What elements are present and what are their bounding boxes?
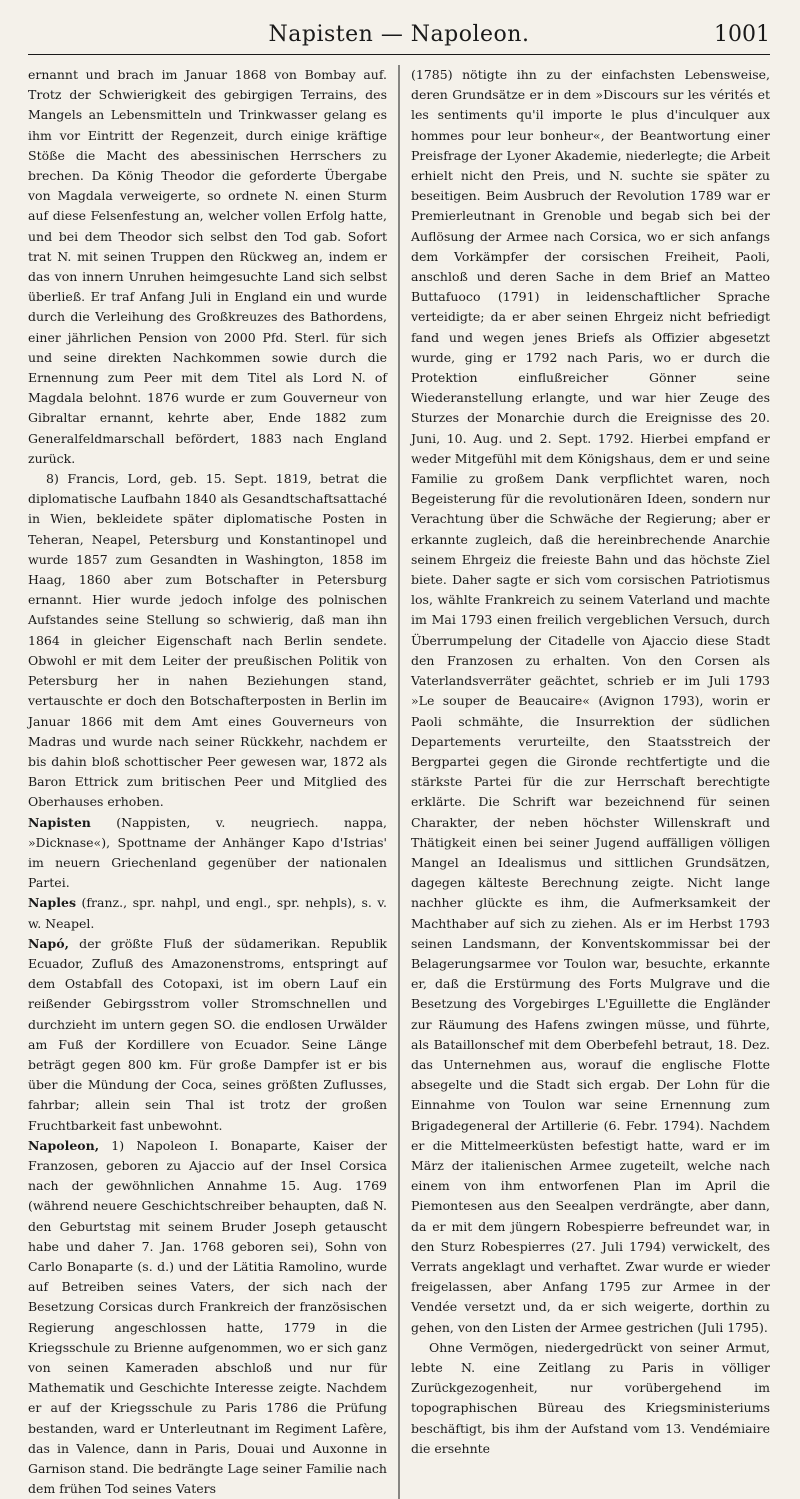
page-number: 1001: [714, 22, 770, 47]
headword: Napisten: [28, 814, 91, 830]
headword: Napoleon,: [28, 1137, 100, 1153]
page-header: [28, 16, 770, 55]
paragraph: (1785) nötigte ihn zu der einfachsten Lebensweise, deren Grundsätze er in dem »Discours sur les vérités et les sentiments qu'il importe le plus d'inculquer aux hommes pour leur bonheur«, der Beantwortung einer Preisfrage der Lyoner Akademie, niederlegte; die Arbeit erhielt nicht den Preis, und N. suchte sie später zu beseitigen. Beim Ausbruch der Revolution 1789 war er Premierleutnant in Grenoble und begab sich bei der Auflösung der Armee nach Corsica, wo er sich anfangs dem Vorkämpfer der corsischen Freiheit, Paoli, anschloß und deren Sache in dem Brief an Matteo Buttafuoco (1791) in leidenschaftlicher Sprache verteidigte; da er aber seinen Ehrgeiz nicht befriedigt fand und wegen jenes Briefs als Offizier abgesetzt wurde, ging er 1792 nach Paris, wo er durch die Protektion einflußreicher Gönner seine Wiederanstellung erlangte, und war hier Zeuge des Sturzes der Monarchie durch die Ereignisse des 20. Juni, 10. Aug. und 2. Sept. 1792. Hierbei empfand er weder Mitgefühl mit dem Königshaus, dem er und seine Familie zu großem Dank verpflichtet waren, noch Begeisterung für die revolutionären Ideen, sondern nur Verachtung über die Schwäche der Regierung; aber er erkannte zugleich, daß die hereinbrechende Anarchie seinem Ehrgeiz die freieste Bahn und das höchste Ziel biete. Daher sagte er sich vom corsischen Patriotismus los, wählte Frankreich zu seinem Vaterland und machte im Mai 1793 einen freilich vergeblichen Versuch, durch Überrumpelung der Citadelle von Ajaccio diese Stadt den Franzosen zu erhalten. Von den Corsen als Vaterlandsverräter geächtet, schrieb er im Juli 1793 »Le souper de Beaucaire« (Avignon 1793), worin er Paoli schmähte, die Insurrektion der südlichen Departements verurteilte, den Staatsstreich der Bergpartei gegen die Gironde rechtfertigte und die stärkste Partei für die zur Herrschaft berechtigte erklärte. Die Schrift war bezeichnend für seinen Charakter, der neben höchster Willenskraft und Thätigkeit einen bei seiner Jugend auffälligen völligen Mangel an Idealismus und sittlichen Grundsätzen, dagegen kälteste Berechnung zeigte. Nicht lange nachher glückte es ihm, die Aufmerksamkeit der Machthaber auf sich zu ziehen. Als er im Herbst 1793 seinen Landsmann, der Konventskommissar bei der Belagerungsarmee vor Toulon war, besuchte, erkannte er, daß die Erstürmung des Forts Mulgrave und die Besetzung des Vorgebirges L'Eguillette die Engländer zur Räumung des Hafens zwingen müsse, und führte, als Bataillonschef mit dem Oberbefehl betraut, 18. Dez. das Unternehmen aus, worauf die englische Flotte absegelte und die Stadt sich ergab. Der Lohn für die Einnahme von Toulon war seine Ernennung zum Brigadegeneral der Artillerie (6. Febr. 1794). Nachdem er die Mittelmeerküsten befestigt hatte, ward er im März der italienischen Armee zugeteilt, welche nach einem von ihm entworfenen Plan im April die Piemontesen aus den Seealpen verdrängte, aber dann, da er mit dem jüngern Robespierre befreundet war, in den Sturz Robespierres (27. Juli 1794) verwickelt, des Verrats angeklagt und verhaftet. Zwar wurde er wieder freigelassen, aber Anfang 1795 zur Armee in der Vendée versetzt und, da er sich weigerte, dorthin zu gehen, von den Listen der Armee gestrichen (Juli 1795).: [411, 67, 770, 1335]
paragraph: 8) Francis, Lord, geb. 15. Sept. 1819, betrat die diplomatische Laufbahn 1840 als Gesandtschaftsattaché in Wien, bekleidete später diplomatische Posten in Teheran, Neapel, Petersburg und Konstantinopel und wurde 1857 zum Gesandten in Washington, 1858 im Haag, 1860 aber zum Botschafter in Petersburg ernannt. Hier wurde jedoch infolge des polnischen Aufstandes seine Stellung so schwierig, daß man ihn 1864 in gleicher Eigenschaft nach Berlin sendete. Obwohl er mit dem Leiter der preußischen Politik von Petersburg her in nahen Beziehungen stand, vertauschte er doch den Botschafterposten in Berlin im Januar 1866 mit dem Amt eines Gouverneurs von Madras und wurde nach seiner Rückkehr, nachdem er bis dahin bloß schottischer Peer gewesen war, 1872 als Baron Ettrick zum britischen Peer und Mitglied des Oberhauses erhoben.: [28, 471, 387, 810]
left-column: [28, 65, 387, 1499]
headword: Napó,: [28, 935, 69, 951]
paragraph: ernannt und brach im Januar 1868 von Bombay auf. Trotz der Schwierigkeit des gebirgigen Terrains, des Mangels an Lebensmitteln und Trinkwasser gelang es ihm vor Eintritt der Regenzeit, durch einige kräftige Stöße die Macht des abessinischen Herrschers zu brechen. Da König Theodor die geforderte Übergabe von Magdala verweigerte, so ordnete N. einen Sturm auf diese Felsenfestung an, welcher vollen Erfolg hatte, und bei dem Theodor sich selbst den Tod gab. Sofort trat N. mit seinen Truppen den Rückweg an, indem er das von innern Unruhen heimgesuchte Land sich selbst überließ. Er traf Anfang Juli in England ein und wurde durch die Verleihung des Großkreuzes des Bathordens, einer jährlichen Pension von 2000 Pfd. Sterl. für sich und seine direkten Nachkommen sowie durch die Ernennung zum Peer mit dem Titel als Lord N. of Magdala belohnt. 1876 wurde er zum Gouverneur von Gibraltar ernannt, kehrte aber, Ende 1882 zum Generalfeldmarschall befördert, 1883 nach England zurück.: [28, 67, 387, 466]
entry-naples: Naples (franz., spr. nahpl, und engl., spr. nehpls), s. v. w. Neapel.: [28, 895, 387, 931]
headword: Naples: [28, 895, 77, 911]
text-columns: [28, 65, 770, 1499]
right-column: [411, 65, 770, 1499]
paragraph: Ohne Vermögen, niedergedrückt von seiner Armut, lebte N. eine Zeitlang zu Paris in völliger Zurückgezogenheit, nur vorübergehend im topographischen Büreau des Kriegsministeriums beschäftigt, bis ihm der Aufstand vom 13. Vendémiaire die ersehnte: [411, 1339, 770, 1456]
entry-napisten: Napisten (Nappisten, v. neugriech. nappa, »Dicknase«), Spottname der Anhänger Kapo d'Istrias' im neuern Griechenland gegenüber der nationalen Partei.: [28, 814, 387, 891]
entry-napo: Napó, der größte Fluß der südamerikan. Republik Ecuador, Zufluß des Amazonenstroms, entspringt auf dem Ostabfall des Cotopaxi, ist im obern Lauf ein reißender Gebirgsstrom voller Stromschnellen und durchzieht im untern gegen SO. die endlosen Urwälder am Fuß der Kordillere von Ecuador. Seine Länge beträgt gegen 800 km. Für große Dampfer ist er bis über die Mündung der Coca, seines größten Zuflusses, fahrbar; allein sein Thal ist trotz der großen Fruchtbarkeit fast unbewohnt.: [28, 935, 387, 1133]
entry-napoleon: Napoleon, 1) Napoleon I. Bonaparte, Kaiser der Franzosen, geboren zu Ajaccio auf der Insel Corsica nach der gewöhnlichen Annahme 15. Aug. 1769 (während neuere Geschichtschreiber behaupten, daß N. den Geburtstag mit seinem Bruder Joseph getauscht habe und daher 7. Jan. 1768 geboren sei), Sohn von Carlo Bonaparte (s. d.) und der Lätitia Ramolino, wurde auf Betreiben seines Vaters, der sich nach der Besetzung Corsicas durch Frankreich der französischen Regierung angeschlossen hatte, 1779 in die Kriegsschule zu Brienne aufgenommen, wo er sich ganz von seinen Kameraden abschloß und nur für Mathematik und Geschichte Interesse zeigte. Nachdem er auf der Kriegsschule zu Paris 1786 die Prüfung bestanden, ward er Unterleutnant im Regiment Lafère, das in Valence, dann in Paris, Douai und Auxonne in Garnison stand. Die bedrängte Lage seiner Familie nach dem frühen Tod seines Vaters: [28, 1137, 387, 1497]
running-title: Napisten — Napoleon.: [268, 22, 530, 47]
